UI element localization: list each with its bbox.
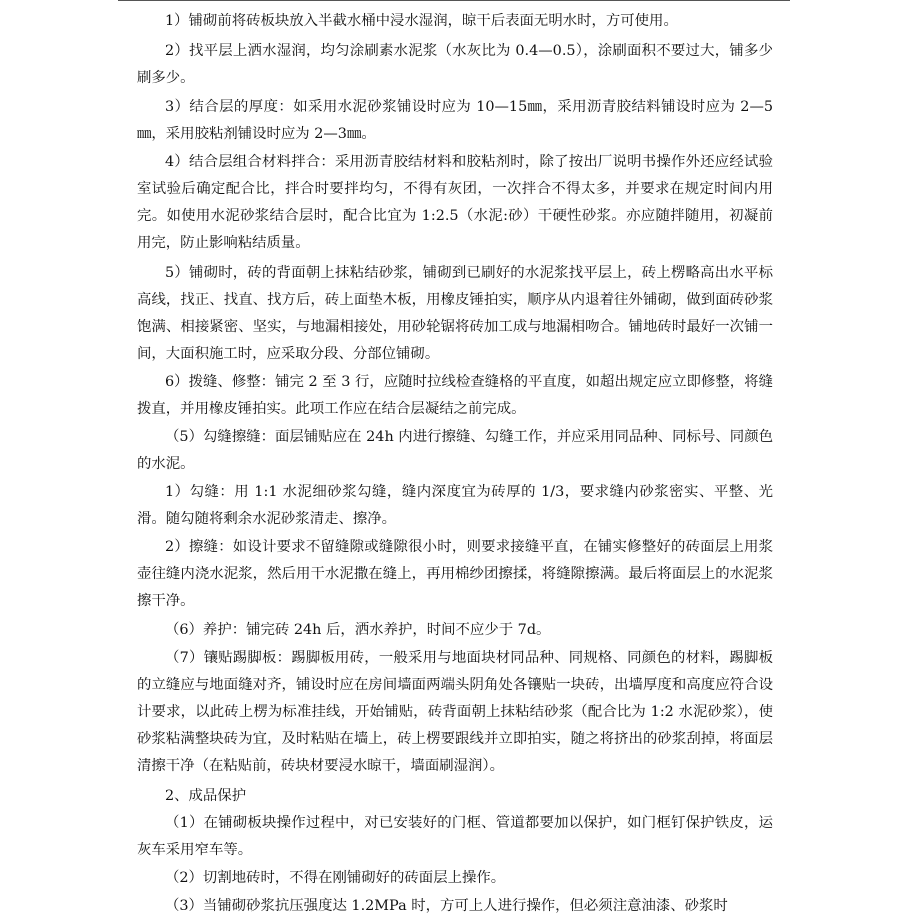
paragraph-2: 2）找平层上洒水湿润，均匀涂刷素水泥浆（水灰比为 0.4—0.5），涂刷面积不要过大，铺多少刷多少。: [137, 43, 773, 86]
paragraph-1: 1）铺砌前将砖板块放入半截水桶中浸水湿润，晾干后表面无明水时，方可使用。: [165, 13, 678, 29]
paragraph-4: 4）结合层组合材料拌合：采用沥青胶结材料和胶粘剂时，除了按出厂说明书操作外还应经试验室试验后确定配合比，拌合时要拌均匀，不得有灰团，一次拌合不得太多，并要求在规定时间内用完。如使用水泥砂浆结合层时，配合比宜为 1:2.5（水泥:砂）干硬性砂浆。亦应随拌随用，初凝前用完，防止影响粘结质量。: [137, 154, 773, 251]
paragraph-5: 5）铺砌时，砖的背面朝上抹粘结砂浆，铺砌到已刷好的水泥浆找平层上，砖上楞略高出水平标高线，找正、找直、找方后，砖上面垫木板，用橡皮锤拍实，顺序从内退着往外铺砌，做到面砖砂浆饱满、相接紧密、坚实，与地漏相接处，用砂轮锯将砖加工成与地漏相吻合。铺地砖时最好一次铺一间，大面积施工时，应采取分段、分部位铺砌。: [137, 265, 773, 362]
paragraph-11: （7）镶贴踢脚板：踢脚板用砖，一般采用与地面块材同品种、同规格、同颜色的材料，踢脚板的立缝应与地面缝对齐，铺设时应在房间墙面两端头阴角处各镶贴一块砖，出墙厚度和高度应符合设计要求，以此砖上楞为标准挂线，开始铺贴，砖背面朝上抹粘结砂浆（配合比为 1:2 水泥砂浆），使砂浆粘满整块砖为宜，及时粘贴在墙上，砖上楞要跟线并立即拍实，随之将挤出的砂浆刮掉，将面层清擦干净（在粘贴前，砖块材要浸水晾干，墙面刷湿润）。: [137, 650, 773, 774]
paragraph-8: 1）勾缝：用 1:1 水泥细砂浆勾缝，缝内深度宜为砖厚的 1/3，要求缝内砂浆密实、平整、光滑。随勾随将剩余水泥砂浆清走、擦净。: [137, 484, 773, 527]
paragraph-14: （3）当铺砌砂浆抗压强度达 1.2MPa 时，方可上人进行操作，但必须注意油漆、砂浆时: [165, 898, 728, 914]
paragraph-13: （2）切割地砖时，不得在刚铺砌好的砖面层上操作。: [165, 870, 506, 886]
paragraph-3: 3）结合层的厚度：如采用水泥砂浆铺设时应为 10—15㎜，采用沥青胶结料铺设时应为 2—5㎜，采用胶粘剂铺设时应为 2—3㎜。: [137, 99, 773, 142]
page-top-rule: [118, 0, 790, 1]
section-heading-product-protection: 2、成品保护: [165, 788, 247, 804]
paragraph-12: （1）在铺砌板块操作过程中，对已安装好的门框、管道都要加以保护，如门框钉保护铁皮，运灰车采用窄车等。: [137, 815, 773, 858]
paragraph-10: （6）养护：铺完砖 24h 后，洒水养护，时间不应少于 7d。: [165, 622, 551, 638]
paragraph-9: 2）擦缝：如设计要求不留缝隙或缝隙很小时，则要求接缝平直，在铺实修整好的砖面层上用浆壶往缝内浇水泥浆，然后用干水泥撒在缝上，再用棉纱团擦揉，将缝隙擦满。最后将面层上的水泥浆擦干净。: [137, 539, 773, 609]
paragraph-6: 6）拨缝、修整：铺完 2 至 3 行，应随时拉线检查缝格的平直度，如超出规定应立即修整，将缝拨直，并用橡皮锤拍实。此项工作应在结合层凝结之前完成。: [137, 374, 773, 417]
paragraph-7: （5）勾缝擦缝：面层铺贴应在 24h 内进行擦缝、勾缝工作，并应采用同品种、同标号、同颜色的水泥。: [137, 429, 773, 472]
